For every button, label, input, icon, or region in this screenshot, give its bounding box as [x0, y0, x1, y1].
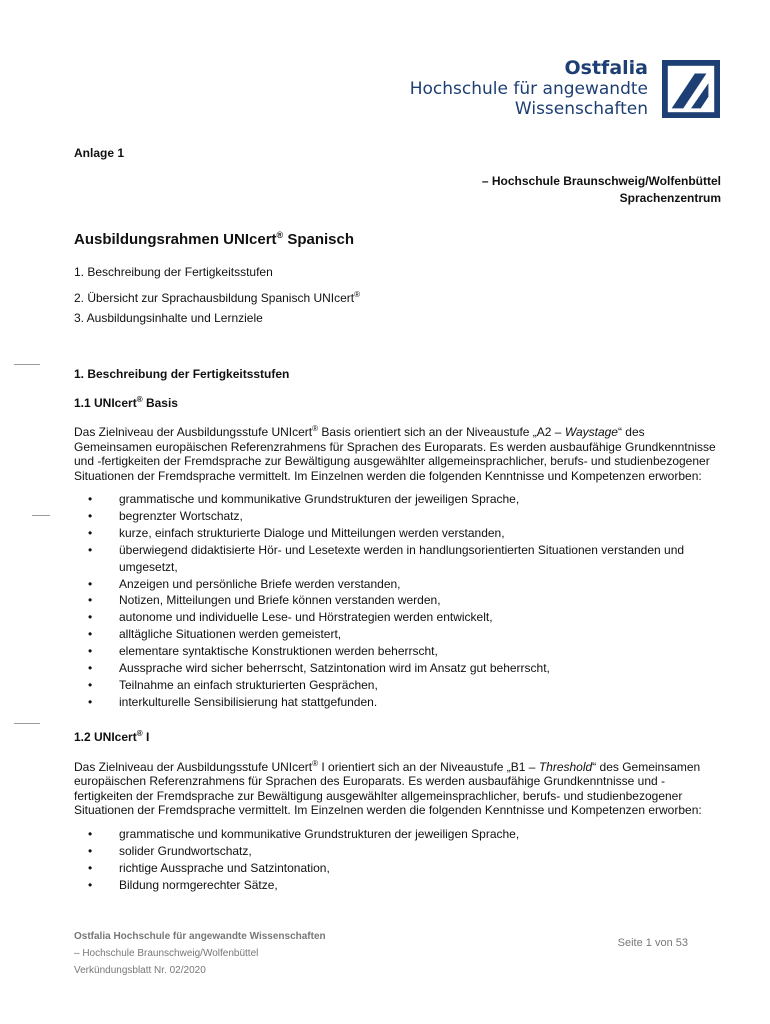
margin-mark [32, 515, 50, 516]
logo-text [410, 58, 648, 119]
list-item: • kurze, einfach strukturierte Dialoge und Mitteilungen werden verstanden, [74, 525, 722, 542]
toc-item: 2. Übersicht zur Sprachausbildung Spanisch UNIcert® [74, 290, 361, 305]
logo-name: Ostfalia [564, 57, 648, 79]
main-content [74, 366, 722, 893]
section-heading: 1. Beschreibung der Fertigkeitsstufen [74, 367, 290, 381]
paragraph: Das Zielniveau der Ausbildungsstufe UNIcert® Basis orientiert sich an der Niveaustufe „A2 – Waystage“ des Gemeinsamen europäischen Referenzrahmens für Sprachen des Europarats. Es werden ausbaufähige Grundkenntnisse und -fertigkeiten der Fremdsprache zur Bewältigung ausgewählter allgemeinsprachlicher, berufs- und studienbezogener Situationen der Fremdsprache vermittelt. Im Einzelnen werden die folgenden Kenntnisse und Kompetenzen erworben: [74, 424, 716, 483]
list-item: • interkulturelle Sensibilisierung hat stattgefunden. [74, 694, 722, 711]
bullet-list [74, 491, 722, 711]
list-item: • Teilnahme an einfach strukturierten Gesprächen, [74, 677, 722, 694]
list-item: • elementare syntaktische Konstruktionen werden beherrscht, [74, 643, 722, 660]
bullet-list [74, 826, 722, 894]
list-item: • Notizen, Mitteilungen und Briefe können verstanden werden, [74, 592, 722, 609]
institution-line-2: Sprachenzentrum [619, 191, 721, 205]
list-item: • alltägliche Situationen werden gemeistert, [74, 626, 722, 643]
ostfalia-logo [410, 58, 720, 119]
list-item: • Anzeigen und persönliche Briefe werden verstanden, [74, 576, 722, 593]
footer-line-2: – Hochschule Braunschweig/Wolfenbüttel [74, 948, 259, 959]
list-item: • begrenzter Wortschatz, [74, 508, 722, 525]
margin-mark [14, 364, 40, 365]
footer-line-1: Ostfalia Hochschule für angewandte Wissenschaften [74, 931, 326, 942]
toc-item: 1. Beschreibung der Fertigkeitsstufen [74, 265, 273, 279]
anlage-label: Anlage 1 [74, 146, 125, 160]
page-footer [74, 928, 326, 979]
logo-line-1: Hochschule für angewandte [409, 79, 648, 99]
ostfalia-logo-icon [662, 60, 720, 118]
institution-line-1: – Hochschule Braunschweig/Wolfenbüttel [481, 174, 721, 188]
document-title [74, 230, 354, 248]
list-item: • Aussprache wird sicher beherrscht, Satzintonation wird im Ansatz gut beherrscht, [74, 660, 722, 677]
footer-line-3: Verkündungsblatt Nr. 02/2020 [74, 965, 206, 976]
title-sup: ® [276, 230, 284, 240]
list-item: • Bildung normgerechter Sätze, [74, 877, 722, 894]
margin-mark [14, 723, 40, 724]
list-item: • richtige Aussprache und Satzintonation, [74, 860, 722, 877]
list-item: • solider Grundwortschatz, [74, 843, 722, 860]
paragraph: Das Zielniveau der Ausbildungsstufe UNIcert® I orientiert sich an der Niveaustufe „B1 – Threshold“ des Gemeinsamen europäischen Referenzrahmens für Sprachen des Europarats. Es werden ausbaufähige Grundkenntnisse und -fertigkeiten der Fremdsprache zur Bewältigung ausgewählter allgemeinsprachlicher, berufs- und studienbezogener Situationen der Fremdsprache vermittelt. Im Einzelnen werden die folgenden Kenntnisse und Kompetenzen erworben: [74, 758, 702, 818]
logo-line-2: Wissenschaften [514, 99, 648, 119]
subsection-heading: 1.1 UNIcert® Basis [74, 395, 178, 410]
subsection-heading: 1.2 UNIcert® I [74, 728, 150, 744]
toc-item: 3. Ausbildungsinhalte und Lernziele [74, 311, 263, 325]
list-item: • überwiegend didaktisierte Hör- und Lesetexte werden in handlungsorientierten Situationen verstanden und umgesetzt, [74, 542, 722, 576]
title-text: Ausbildungsrahmen UNIcert [74, 231, 277, 248]
list-item: • grammatische und kommunikative Grundstrukturen der jeweiligen Sprache, [74, 826, 722, 843]
institution-block [482, 173, 721, 207]
page-number: Seite 1 von 53 [617, 937, 688, 949]
list-item: • grammatische und kommunikative Grundstrukturen der jeweiligen Sprache, [74, 491, 722, 508]
title-suffix: Spanisch [283, 231, 355, 248]
list-item: • autonome und individuelle Lese- und Hörstrategien werden entwickelt, [74, 609, 722, 626]
table-of-contents [74, 264, 360, 333]
